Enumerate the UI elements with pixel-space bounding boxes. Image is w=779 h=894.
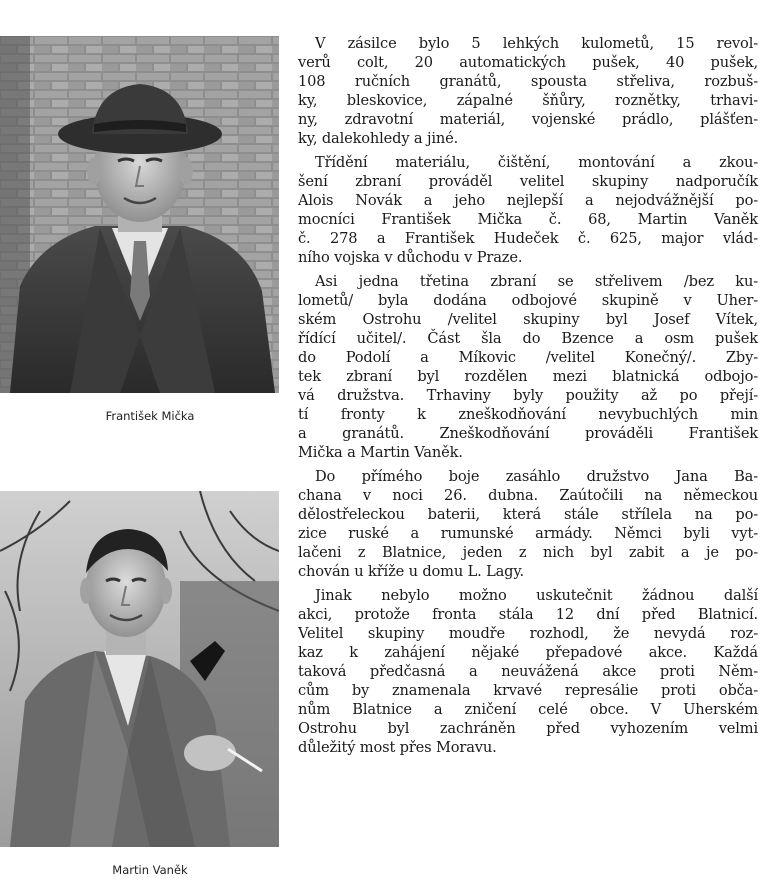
photo-caption: František Mička <box>105 409 195 423</box>
text-line: Alois Novák a jeho nejlepší a nejodvážnější po- <box>298 192 758 209</box>
photo-caption: Martin Vaněk <box>112 863 188 877</box>
text-line: Ostrohu byl zachráněn před vyhozením velmi <box>298 720 758 737</box>
paragraph <box>298 467 758 581</box>
text-line: tek zbraní byl rozdělen mezi blatnická odbojo- <box>298 368 758 385</box>
text-line: cům by znamenala krvavé represálie proti obča- <box>298 682 758 699</box>
paragraph <box>298 34 758 148</box>
text-line: zice ruské a rumunské armády. Němci byli vyt- <box>298 525 758 542</box>
text-line: důležitý most přes Moravu. <box>298 739 497 756</box>
text-line: chován u kříže u domu L. Lagy. <box>298 563 525 580</box>
text-line: akci, protože fronta stála 12 dní před Blatnicí. <box>298 606 758 623</box>
portrait-image <box>0 491 279 847</box>
text-line: taková předčasná a neuvážená akce proti Něm- <box>298 663 758 680</box>
text-line: chana v noci 26. dubna. Zaútočili na německou <box>298 487 758 504</box>
text-line: 108 ručních granátů, spousta střeliva, rozbuš- <box>298 73 758 90</box>
text-line: vá družstva. Trhaviny byly použity až po přejí- <box>298 387 758 404</box>
text-line: ního vojska v důchodu v Praze. <box>298 249 523 266</box>
portrait-image <box>0 36 279 393</box>
text-line: Asi jedna třetina zbraní se střelivem /bez ku- <box>315 273 758 290</box>
text-line: Velitel skupiny moudře rozhodl, že nevydá roz- <box>298 625 758 642</box>
text-line: nům Blatnice a zničení celé obce. V Uherském <box>298 701 758 718</box>
text-line: ny, zdravotní materiál, vojenské prádlo, plášťen- <box>298 111 758 128</box>
text-line: Mička a Martin Vaněk. <box>298 444 463 461</box>
text-line: V zásilce bylo 5 lehkých kulometů, 15 revol- <box>315 35 758 52</box>
text-line: Třídění materiálu, čištění, montování a zkou- <box>315 154 758 171</box>
text-line: do Podolí a Míkovic /velitel Konečný/. Zby- <box>298 349 758 366</box>
paragraph <box>298 586 758 757</box>
text-line: lačeni z Blatnice, jeden z nich byl zabit a je po- <box>298 544 758 561</box>
text-line: ském Ostrohu /velitel skupiny byl Josef Vítek, <box>298 311 758 328</box>
text-line: kaz k zahájení nějaké přepadové akce. Každá <box>298 644 758 661</box>
photo-frantisek-micka <box>0 36 279 393</box>
paragraph <box>298 272 758 462</box>
text-line: Jinak nebylo možno uskutečnit žádnou další <box>315 587 758 604</box>
text-line: verů colt, 20 automatických pušek, 40 pušek, <box>298 54 758 71</box>
text-line: č. 278 a František Hudeček č. 625, major vlád- <box>298 230 758 247</box>
text-line: a granátů. Zneškodňování prováděli František <box>298 425 758 442</box>
paragraph <box>298 153 758 267</box>
text-line: mocníci František Mička č. 68, Martin Vaněk <box>298 211 758 228</box>
text-line: šení zbraní prováděl velitel skupiny nadporučík <box>298 173 758 190</box>
text-line: ky, bleskovice, zápalné šňůry, roznětky, trhavi- <box>298 92 758 109</box>
text-line: řídící učitel/. Část šla do Bzence a osm pušek <box>298 330 758 347</box>
photo-martin-vanek <box>0 491 279 847</box>
text-line: Do přímého boje zasáhlo družstvo Jana Ba- <box>315 468 758 485</box>
text-line: lometů/ byla dodána odbojové skupině v Uher- <box>298 292 758 309</box>
article-body <box>298 34 758 762</box>
text-line: tí fronty k zneškodňování nevybuchlých min <box>298 406 758 423</box>
text-line: ky, dalekohledy a jiné. <box>298 130 459 147</box>
text-line: dělostřeleckou baterii, která stále střílela na po- <box>298 506 758 523</box>
